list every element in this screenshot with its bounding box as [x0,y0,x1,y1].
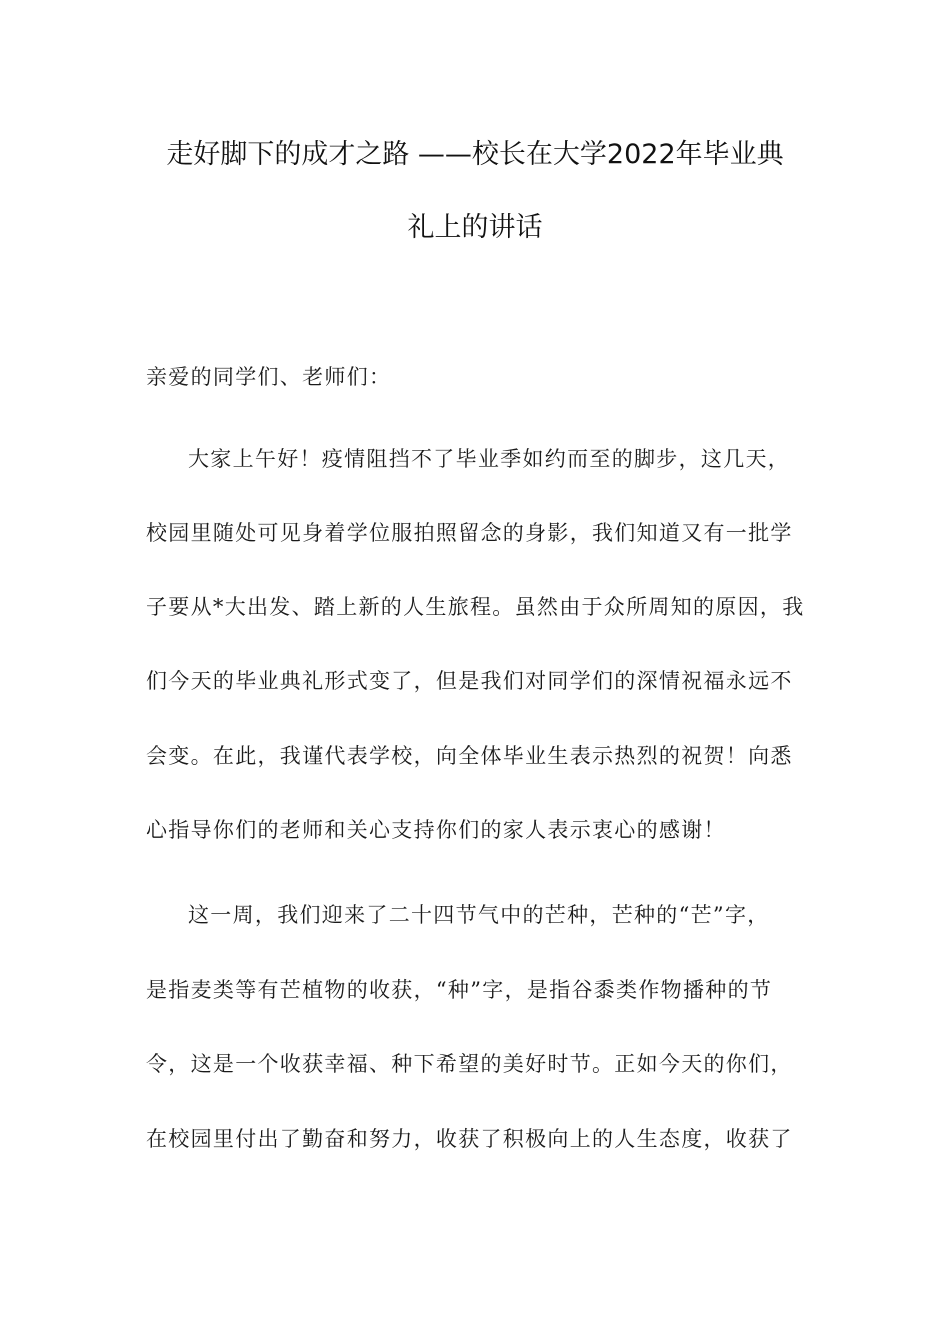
paragraph-1-line-2: 校园里随处可见身着学位服拍照留念的身影，我们知道又有一批学 [146,521,793,545]
paragraph-1-line-3: 子要从*大出发、踏上新的人生旅程。虽然由于众所周知的原因，我 [146,595,805,619]
paragraph-2-line-3: 令，这是一个收获幸福、种下希望的美好时节。正如今天的你们， [146,1052,793,1076]
paragraph-2-line-1: 这一周，我们迎来了二十四节气中的芒种，芒种的“芒”字， [188,903,770,927]
document-title-line-2: 礼上的讲话 [407,212,543,243]
document-title-line-1: 走好脚下的成才之路 ——校长在大学2022年毕业典 [166,139,784,170]
paragraph-1-line-6: 心指导你们的老师和关心支持你们的家人表示衷心的感谢！ [146,818,726,842]
paragraph-1-line-4: 们今天的毕业典礼形式变了，但是我们对同学们的深情祝福永远不 [146,669,793,693]
paragraph-1-line-5: 会变。在此，我谨代表学校，向全体毕业生表示热烈的祝贺！向悉 [146,744,793,768]
salutation: 亲爱的同学们、老师们： [146,365,392,389]
paragraph-2-line-2: 是指麦类等有芒植物的收获，“种”字，是指谷黍类作物播种的节 [146,978,773,1002]
paragraph-2-line-4: 在校园里付出了勤奋和努力，收获了积极向上的人生态度，收获了 [146,1127,793,1151]
paragraph-1-line-1: 大家上午好！疫情阻挡不了毕业季如约而至的脚步，这几天， [188,447,791,471]
